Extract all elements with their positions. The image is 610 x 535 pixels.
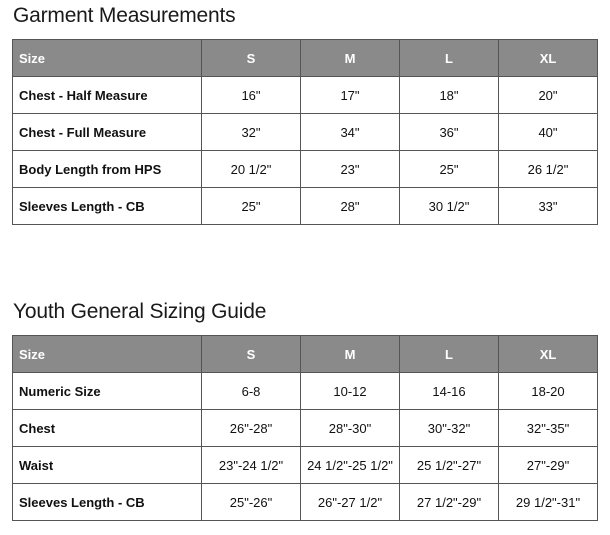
table-cell: 32"-35" [499, 410, 598, 447]
table-row [13, 188, 598, 225]
table-row [13, 373, 598, 410]
table-cell: 34" [301, 114, 400, 151]
table-cell: 30"-32" [400, 410, 499, 447]
table-cell: 29 1/2"-31" [499, 484, 598, 521]
table-cell: 28" [301, 188, 400, 225]
table-cell: 27"-29" [499, 447, 598, 484]
table-cell: 30 1/2" [400, 188, 499, 225]
table-cell: 23"-24 1/2" [202, 447, 301, 484]
header-cell: S [202, 40, 301, 77]
table-row [13, 484, 598, 521]
garment-measurements-title: Garment Measurements [13, 4, 236, 27]
row-label: Sleeves Length - CB [13, 188, 202, 225]
row-label: Waist [13, 447, 202, 484]
header-cell: XL [499, 40, 598, 77]
table-cell: 40" [499, 114, 598, 151]
header-cell: L [400, 336, 499, 373]
header-cell: M [301, 336, 400, 373]
row-label: Chest - Half Measure [13, 77, 202, 114]
table-row [13, 410, 598, 447]
table-row [13, 77, 598, 114]
table-cell: 27 1/2"-29" [400, 484, 499, 521]
row-label: Body Length from HPS [13, 151, 202, 188]
row-label: Chest - Full Measure [13, 114, 202, 151]
table-cell: 25" [400, 151, 499, 188]
table-row [13, 114, 598, 151]
youth-sizing-table [12, 335, 598, 521]
table-cell: 23" [301, 151, 400, 188]
table-cell: 26"-27 1/2" [301, 484, 400, 521]
table-header-row [13, 40, 598, 77]
table-cell: 17" [301, 77, 400, 114]
row-label: Numeric Size [13, 373, 202, 410]
table-row [13, 447, 598, 484]
table-cell: 18-20 [499, 373, 598, 410]
garment-measurements-table [12, 39, 598, 225]
table-cell: 20" [499, 77, 598, 114]
row-label: Sleeves Length - CB [13, 484, 202, 521]
table-cell: 16" [202, 77, 301, 114]
table-cell: 14-16 [400, 373, 499, 410]
table-cell: 25" [202, 188, 301, 225]
table-cell: 33" [499, 188, 598, 225]
table-cell: 25 1/2"-27" [400, 447, 499, 484]
header-cell: XL [499, 336, 598, 373]
header-cell: M [301, 40, 400, 77]
table-cell: 25"-26" [202, 484, 301, 521]
table-row [13, 151, 598, 188]
table-cell: 26 1/2" [499, 151, 598, 188]
table-cell: 28"-30" [301, 410, 400, 447]
header-cell: Size [13, 40, 202, 77]
header-cell: S [202, 336, 301, 373]
table-cell: 20 1/2" [202, 151, 301, 188]
table-cell: 36" [400, 114, 499, 151]
youth-sizing-title: Youth General Sizing Guide [13, 300, 267, 323]
table-cell: 10-12 [301, 373, 400, 410]
table-cell: 18" [400, 77, 499, 114]
header-cell: L [400, 40, 499, 77]
row-label: Chest [13, 410, 202, 447]
table-header-row [13, 336, 598, 373]
table-cell: 26"-28" [202, 410, 301, 447]
table-cell: 24 1/2"-25 1/2" [301, 447, 400, 484]
table-cell: 6-8 [202, 373, 301, 410]
header-cell: Size [13, 336, 202, 373]
table-cell: 32" [202, 114, 301, 151]
